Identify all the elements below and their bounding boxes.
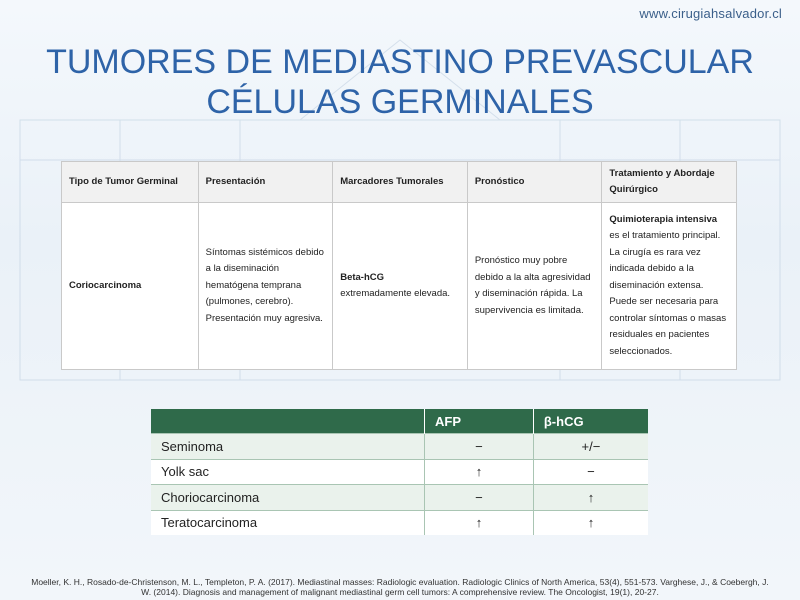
tumor-name: Seminoma <box>151 434 425 460</box>
header-pronostico: Pronóstico <box>467 162 602 203</box>
markers-header-bhcg: β-hCG <box>533 409 648 434</box>
bhcg-value: +/− <box>533 434 648 460</box>
site-url: www.cirugiahsalvador.cl <box>639 6 782 21</box>
tratamiento-bold: Quimioterapia intensiva <box>609 213 718 225</box>
table-row <box>151 485 648 511</box>
afp-value: ↑ <box>425 459 534 485</box>
tumor-name: Choriocarcinoma <box>151 485 425 511</box>
germ-cell-tumor-table <box>61 161 737 370</box>
table-row <box>151 459 648 485</box>
cell-tipo: Coriocarcinoma <box>62 203 199 370</box>
cell-pronostico: Pronóstico muy pobre debido a la alta agresividad y diseminación rápida. La supervivencia es limitada. <box>467 203 602 370</box>
afp-value: ↑ <box>425 510 534 535</box>
markers-header-afp: AFP <box>425 409 534 434</box>
markers-header-blank <box>151 409 425 434</box>
header-tratamiento: Tratamiento y Abordaje Quirúrgico <box>602 162 737 203</box>
header-tipo: Tipo de Tumor Germinal <box>62 162 199 203</box>
cell-marcadores <box>333 203 468 370</box>
title-line-1: TUMORES DE MEDIASTINO PREVASCULAR <box>46 43 754 81</box>
table-row <box>62 203 737 370</box>
afp-value: − <box>425 485 534 511</box>
bhcg-value: ↑ <box>533 485 648 511</box>
cell-tratamiento <box>602 203 737 370</box>
tumor-name: Teratocarcinoma <box>151 510 425 535</box>
table-row <box>151 434 648 460</box>
header-presentacion: Presentación <box>198 162 333 203</box>
header-marcadores: Marcadores Tumorales <box>333 162 468 203</box>
references: Moeller, K. H., Rosado-de-Christenson, M. L., Templeton, P. A. (2017). Mediastinal masses: Radiologic evaluation. Radiologic Clinics of North America, 53(4), 551-573. Varghese, J., & Coebergh, J. W. (2014). Diagnosis and management of malignant mediastinal germ cell tumors: A comprehensive review. The Oncologist, 19(1), 20-27. <box>31 577 769 597</box>
table-header-row <box>62 162 737 203</box>
bhcg-value: − <box>533 459 648 485</box>
bhcg-value: ↑ <box>533 510 648 535</box>
markers-header-row <box>151 409 648 434</box>
tratamiento-rest: es el tratamiento principal. La cirugía es rara vez indicada debido a la diseminación extensa. Puede ser necesaria para controlar síntomas o masas residuales en pacientes seleccionados. <box>609 230 727 357</box>
table-row <box>151 510 648 535</box>
afp-value: − <box>425 434 534 460</box>
title-line-2: CÉLULAS GERMINALES <box>206 83 594 121</box>
marcadores-bold: Beta-hCG <box>340 271 385 283</box>
cell-presentacion: Síntomas sistémicos debido a la diseminación hematógena temprana (pulmones, cerebro). Presentación muy agresiva. <box>198 203 333 370</box>
tumor-name: Yolk sac <box>151 459 425 485</box>
marcadores-rest: extremadamente elevada. <box>340 288 451 299</box>
tumor-markers-table <box>151 409 648 535</box>
slide-title <box>0 42 800 122</box>
